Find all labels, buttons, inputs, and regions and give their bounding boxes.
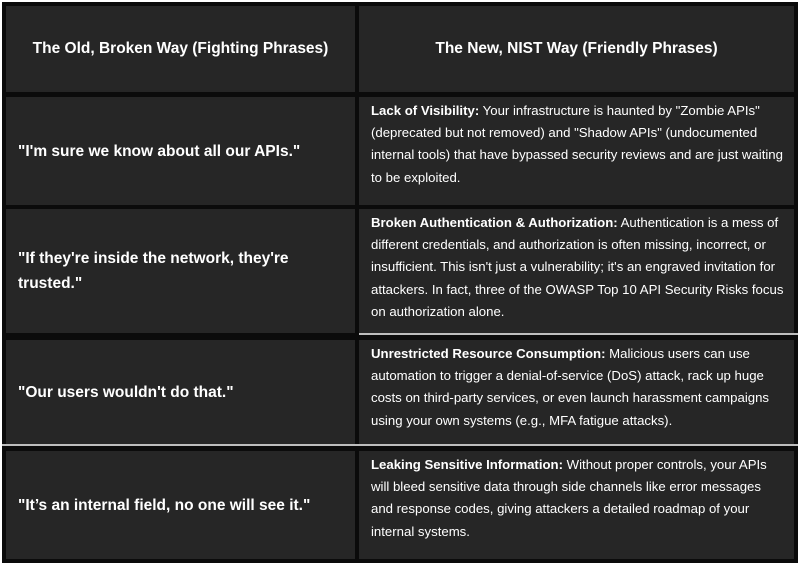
row-1-body: Your infrastructure is haunted by "Zombie APIs" (deprecated but not removed) and "Shadow APIs" (undocumented internal tools) that have bypassed security reviews and are just waiting to be exploited. <box>371 103 783 185</box>
row-2-old-phrase <box>6 209 355 333</box>
header-new-way-label: The New, NIST Way (Friendly Phrases) <box>435 40 718 57</box>
row-2-phrase-text: "If they're inside the network, they're trusted." <box>18 250 289 292</box>
row-2-separator <box>359 333 798 335</box>
row-3-old-phrase <box>6 340 355 444</box>
row-4-new-description <box>359 451 794 559</box>
row-1-lead: Lack of Visibility: <box>371 103 480 118</box>
row-1-new-description <box>359 97 794 205</box>
row-3-phrase-text: "Our users wouldn't do that." <box>18 383 234 401</box>
row-3-separator <box>2 444 798 446</box>
header-old-way-label: The Old, Broken Way (Fighting Phrases) <box>32 40 329 57</box>
header-new-way <box>359 6 794 92</box>
row-4-old-phrase <box>6 451 355 559</box>
row-4-phrase-text: "It’s an internal field, no one will see it." <box>18 496 311 514</box>
row-3-body: Malicious users can use automation to trigger a denial-of-service (DoS) attack, rack up huge costs on third-party services, or even launch harassment campaigns using your own systems (e.g., MFA fatigue attacks). <box>371 346 770 428</box>
row-2-new-description <box>359 209 794 333</box>
row-1-old-phrase <box>6 97 355 205</box>
row-1-phrase-text: "I'm sure we know about all our APIs." <box>18 142 301 160</box>
comparison-table <box>2 2 798 563</box>
row-4-body: Without proper controls, your APIs will bleed sensitive data through side channels like error messages and response codes, giving attackers a detailed roadmap of your internal systems. <box>371 457 767 539</box>
row-2-body: Authentication is a mess of different credentials, and authorization is often missing, incorrect, or insufficient. This isn't just a vulnerability; it's an engraved invitation for attackers. In fact, three of the OWASP Top 10 API Security Risks focus on authorization alone. <box>371 215 784 319</box>
header-old-way <box>6 6 355 92</box>
row-4-lead: Leaking Sensitive Information: <box>371 457 563 472</box>
row-2-lead: Broken Authentication & Authorization: <box>371 215 618 230</box>
row-3-new-description <box>359 340 794 444</box>
row-3-lead: Unrestricted Resource Consumption: <box>371 346 606 361</box>
